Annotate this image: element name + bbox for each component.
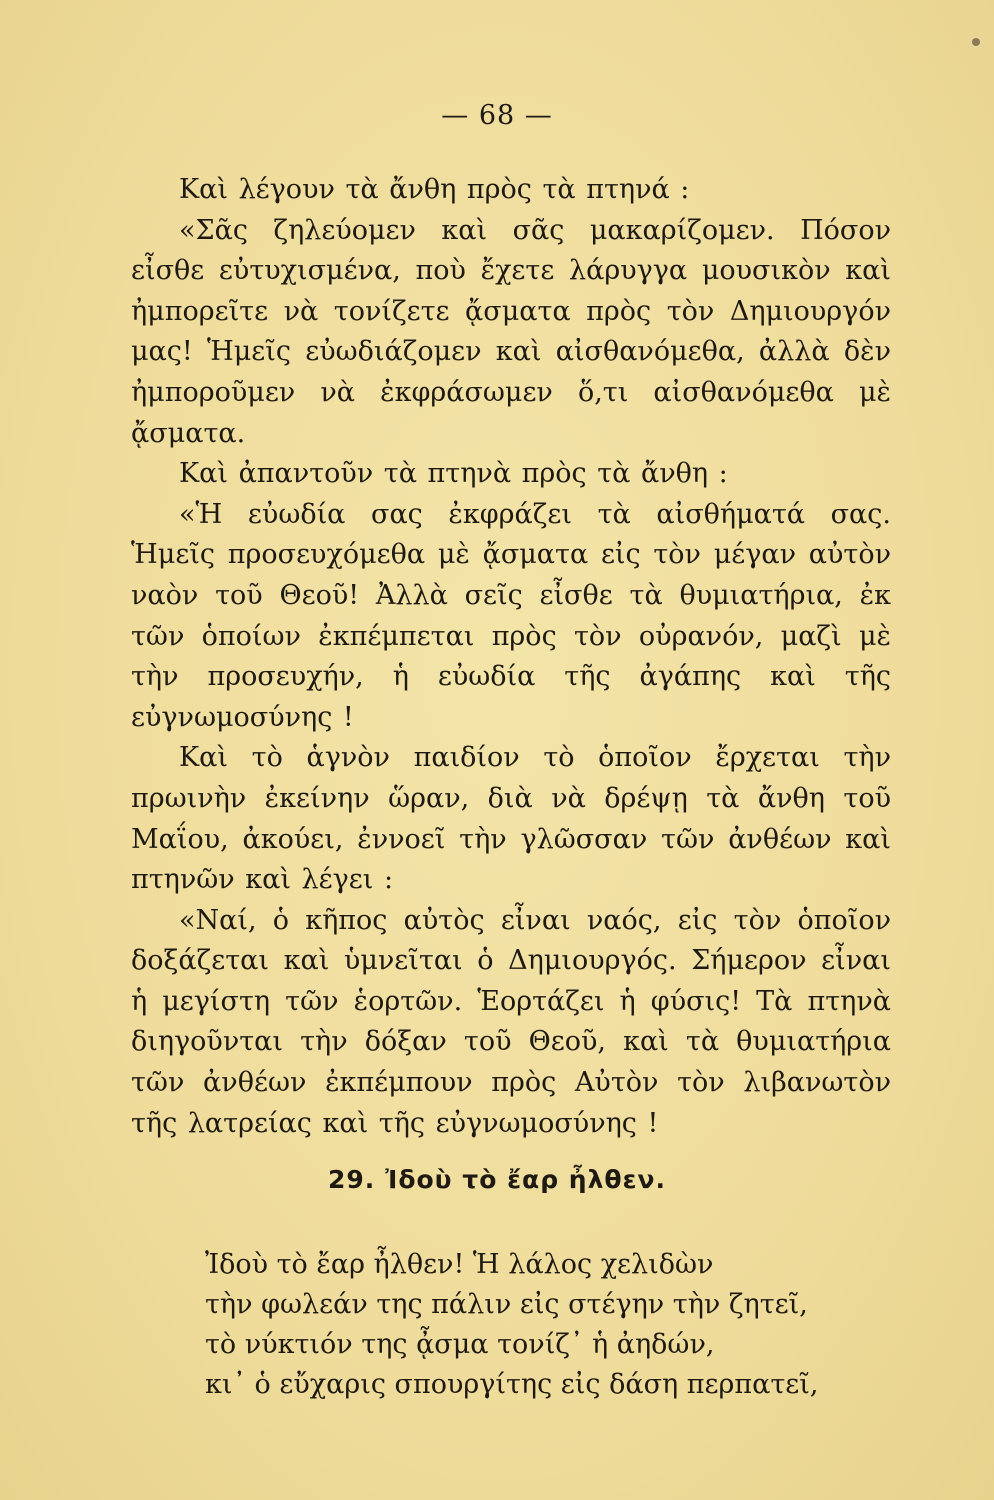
section-number: 29. [327, 1165, 376, 1194]
paper-speck [972, 38, 980, 46]
section-title: Ἰδοὺ τὸ ἔαρ ἦλθεν. [385, 1165, 667, 1194]
paragraph: Καὶ τὸ ἁγνὸν παιδίον τὸ ὁποῖον ἔρχεται τὴν πρωινὴν ἐκείνην ὥραν, διὰ νὰ δρέψῃ τὰ ἄνθη τοῦ Μαΐου, ἀκούει, ἐννοεῖ τὴν γλῶσσαν τῶν ἀνθέων καὶ πτηνῶν καὶ λέγει : [131, 742, 891, 896]
section-heading [0, 1165, 994, 1194]
poem-line: Ἰδοὺ τὸ ἔαρ ἦλθεν! Ἡ λάλος χελιδὼν [205, 1249, 714, 1280]
paragraph: Καὶ ἀπαντοῦν τὰ πτηνὰ πρὸς τὰ ἄνθη : [179, 458, 728, 490]
poem [205, 1245, 885, 1405]
page-number: — 68 — [441, 100, 553, 131]
paragraph: «Ναί, ὁ κῆπος αὐτὸς εἶναι ναός, εἰς τὸν ὁποῖον δοξάζεται καὶ ὑμνεῖται ὁ Δημιουργός. Σήμερον εἶναι ἡ μεγίστη τῶν ἑορτῶν. Ἑορτάζει ἡ φύσις! Τὰ πτηνὰ διηγοῦνται τὴν δόξαν τοῦ Θεοῦ, καὶ τὰ θυμιατήρια τῶν ἀνθέων ἐκπέμπουν πρὸς Αὐτὸν τὸν λιβανωτὸν τῆς λατρείας καὶ τῆς εὐγνωμοσύνης ! [131, 904, 891, 1139]
paragraph: Καὶ λέγουν τὰ ἄνθη πρὸς τὰ πτηνά : [179, 174, 690, 205]
poem-line: τὸ νύκτιόν της ᾆσμα τονίζ᾽ ἡ ἀηδών, [205, 1329, 715, 1360]
paragraph: «Ἡ εὐωδία σας ἐκφράζει τὰ αἰσθήματά σας. Ἡμεῖς προσευχόμεθα μὲ ᾄσματα εἰς τὸν μέγαν αὐτὸν ναὸν τοῦ Θεοῦ! Ἀλλὰ σεῖς εἶσθε τὰ θυμιατήρια, ἐκ τῶν ὁποίων ἐκπέμπεται πρὸς τὸν οὐρανόν, μαζὶ μὲ τὴν προσευχήν, ἡ εὐωδία τῆς ἀγάπης καὶ τῆς εὐγνωμοσύνης ! [131, 498, 891, 733]
poem-line: κι᾽ ὁ εὔχαρις σπουργίτης εἰς δάση περπατεῖ, [205, 1369, 819, 1400]
paragraph: «Σᾶς ζηλεύομεν καὶ σᾶς μακαρίζομεν. Πόσον εἶσθε εὐτυχισμένα, ποὺ ἔχετε λάρυγγα μουσικὸν καὶ ἠμπορεῖτε νὰ τονίζετε ᾄσματα πρὸς τὸν Δημιουργόν μας! Ἡμεῖς εὐωδιάζομεν καὶ αἰσθανόμεθα, ἀλλὰ δὲν ἠμποροῦμεν νὰ ἐκφράσωμεν ὅ,τι αἰσθανόμεθα μὲ ᾄσματα. [131, 214, 891, 449]
poem-line: τὴν φωλεάν της πάλιν εἰς στέγην τὴν ζητεῖ, [205, 1289, 808, 1320]
prose-body [131, 170, 891, 1144]
